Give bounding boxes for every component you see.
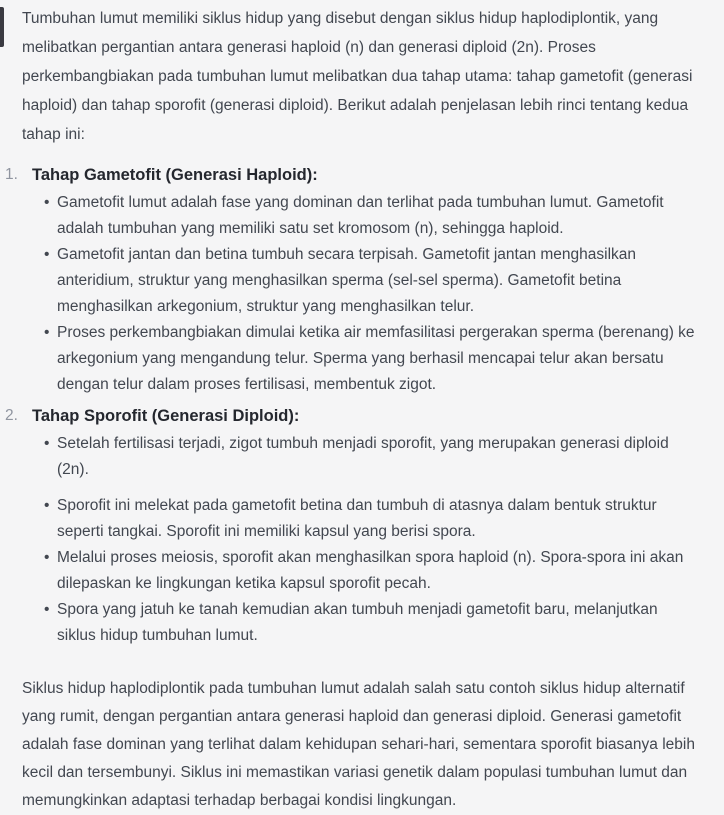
bullet-icon: • xyxy=(44,549,50,566)
bullet-text: Proses perkembangbiakan dimulai ketika air memfasilitasi pergerakan sperma (berenang) ke arkegonium yang mengandung telur. Sperma yang berhasil mencapai telur akan bersatu dengan telur dalam proses fertilisasi, membentuk zigot. xyxy=(57,324,695,393)
section-2-title: Tahap Sporofit (Generasi Diploid): xyxy=(32,407,300,425)
bullet-icon: • xyxy=(44,435,50,452)
bullet-icon: • xyxy=(44,497,50,514)
bullet-text: Gametofit jantan dan betina tumbuh secara terpisah. Gametofit jantan menghasilkan anteridium, struktur yang menghasilkan sperma (sel-sel sperma). Gametofit betina menghasilkan arkegonium, struktur yang menghasilkan telur. xyxy=(57,246,637,315)
section-sporofit xyxy=(0,402,724,649)
bullet-text: Sporofit ini melekat pada gametofit betina dan tumbuh di atasnya dalam bentuk struktur seperti tangkai. Sporofit ini memiliki kapsul yang berisi spora. xyxy=(57,497,657,540)
outro-paragraph: Siklus hidup haplodiplontik pada tumbuhan lumut adalah salah satu contoh siklus hidup alternatif yang rumit, dengan pergantian antara generasi haploid dan generasi diploid. Generasi gametofit adalah fase dominan yang terlihat dalam kehidupan sehari-hari, sementara sporofit biasanya lebih kecil dan tersembunyi. Siklus ini memastikan variasi genetik dalam populasi tumbuhan lumut dan memungkinkan adaptasi terhadap berbagai kondisi lingkungan. xyxy=(22,680,695,809)
bullet-item xyxy=(0,597,724,649)
bullet-text: Melalui proses meiosis, sporofit akan menghasilkan spora haploid (n). Spora-spora ini akan dilepaskan ke lingkungan ketika kapsul sporofit pecah. xyxy=(57,549,684,592)
bullet-item xyxy=(0,493,724,545)
bullet-text: Spora yang jatuh ke tanah kemudian akan tumbuh menjadi gametofit baru, melanjutkan siklus hidup tumbuhan lumut. xyxy=(57,601,658,644)
section-2-heading-row xyxy=(0,402,724,431)
intro-paragraph: Tumbuhan lumut memiliki siklus hidup yang disebut dengan siklus hidup haplodiplontik, yang melibatkan pergantian antara generasi haploid (n) dan generasi diploid (2n). Proses perkembangbiakan pada tumbuhan lumut melibatkan dua tahap utama: tahap gametofit (generasi haploid) dan tahap sporofit (generasi diploid). Berikut adalah penjelasan lebih rinci tentang kedua tahap ini: xyxy=(22,10,693,143)
bullet-item xyxy=(0,431,724,483)
left-edge-bar xyxy=(0,7,4,47)
bullet-text: Setelah fertilisasi terjadi, zigot tumbuh menjadi sporofit, yang merupakan generasi diploid (2n). xyxy=(57,435,669,478)
bullet-item xyxy=(0,545,724,597)
section-1-bullet-list xyxy=(0,190,724,398)
section-gametofit xyxy=(0,161,724,398)
section-2-bullet-list xyxy=(0,431,724,649)
section-1-title: Tahap Gametofit (Generasi Haploid): xyxy=(32,166,318,184)
section-1-heading-row xyxy=(0,161,724,190)
list-number-2: 2. xyxy=(5,407,18,424)
bullet-icon: • xyxy=(44,246,50,263)
bullet-icon: • xyxy=(44,194,50,211)
bullet-text: Gametofit lumut adalah fase yang dominan dan terlihat pada tumbuhan lumut. Gametofit adalah tumbuhan yang memiliki satu set kromosom (n), sehingga haploid. xyxy=(57,194,664,237)
bullet-item xyxy=(0,242,724,320)
bullet-icon: • xyxy=(44,324,50,341)
bullet-item xyxy=(0,190,724,242)
list-number-1: 1. xyxy=(5,166,18,183)
bullet-icon: • xyxy=(44,601,50,618)
bullet-item xyxy=(0,320,724,398)
